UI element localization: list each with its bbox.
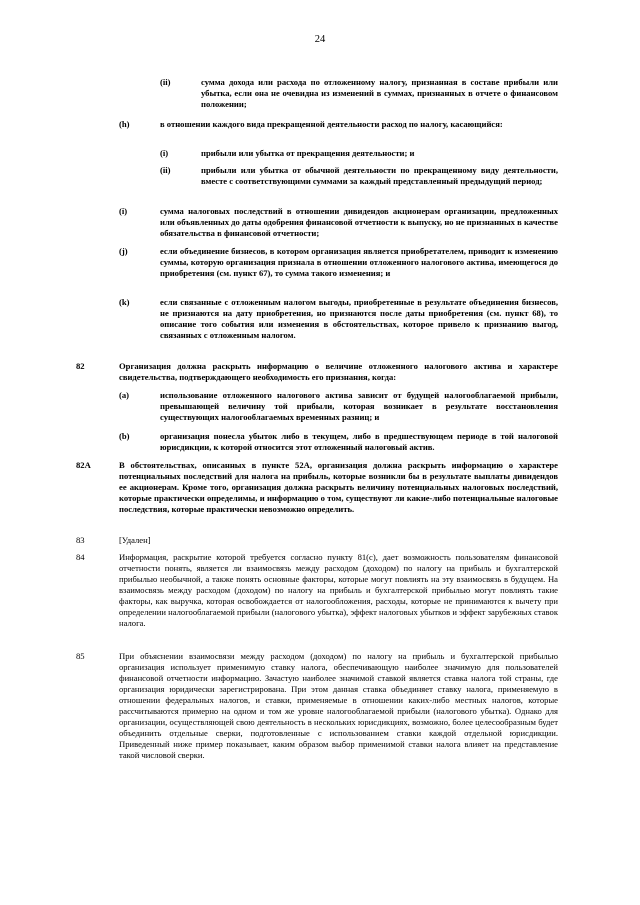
- item-marker: (b): [119, 431, 130, 441]
- paragraph-number: 83: [76, 535, 85, 545]
- paragraph-number: 85: [76, 651, 85, 661]
- item-marker: (ii): [160, 77, 171, 87]
- item-marker: (j): [119, 246, 128, 256]
- list-item-text: если связанные с отложенным налогом выгоды, приобретенные в результате объединения бизнесов, не признаются на дату приобретения, но признаются после даты приобретения (см. пункт 68), то описание того события или изменения в обстоятельствах, которое привело к признанию выгод, связанных с отложенным налогом.: [160, 297, 558, 340]
- item-marker: (i): [160, 148, 169, 158]
- paragraph-number: 84: [76, 552, 85, 562]
- list-item-text: использование отложенного налогового актива зависит от будущей налогооблагаемой прибыли, превышающей величину той прибыли, которая возникает в результате восстановления существующих налогооблагаемых временных разниц; и: [160, 390, 558, 422]
- paragraph-text: [Удален]: [119, 535, 151, 545]
- list-item-text: организация понесла убыток либо в текущем, либо в предшествующем периоде в той налоговой юрисдикции, к которой относится этот отложенный налоговый актив.: [160, 431, 558, 452]
- item-marker: (ii): [160, 165, 171, 175]
- page-number: 24: [314, 34, 326, 45]
- paragraph-text: При объяснении взаимосвязи между расходом (доходом) по налогу на прибыль и бухгалтерской прибылью организация использует применимую ставку налога, обеспечивающую наиболее значимую для пользователей финансовой отчетности информацию. Зачастую наиболее значимой ставкой является ставка налога той страны, где организация юридически зарегистрирована. При этом данная ставка объединяет ставку налога, применяемую в отношении федеральных налогов, и ставки, применяемые в отношении каких-либо местных налогов, которые рассчитываются примерно на одном и том же уровне налогооблагаемой прибыли (налогового убытка). Однако для организации, осуществляющей свою деятельность в нескольких юрисдикциях, возможно, более целесообразным будет объединить отдельные сверки, подготовленные с использованием ставки каждой отдельной юрисдикции. Приведенный ниже пример показывает, каким образом выбор применимой ставки налога влияет на представление такой числовой сверки.: [119, 651, 558, 760]
- paragraph-text: В обстоятельствах, описанных в пункте 52A, организация должна раскрыть информацию о характере потенциальных последствий для налога на прибыль, которые возникли бы в результате выплаты дивидендов ее акционерам. Кроме того, организация должна раскрыть величину потенциальных налоговых последствий, которые практически определимы, и информацию о том, существуют ли какие-либо потенциальные налоговые последствия, которые практически невозможно определить.: [119, 460, 558, 514]
- paragraph-text: Организация должна раскрыть информацию о величине отложенного налогового актива и характере свидетельства, подтверждающего необходимость его признания, когда:: [119, 361, 558, 382]
- list-item-text: сумма дохода или расхода по отложенному налогу, признанная в составе прибыли или убытка, если она не очевидна из изменений в суммах, признанных в отчете о финансовом положении;: [201, 77, 558, 109]
- list-item-text: если объединение бизнесов, в котором организация является приобретателем, приводит к изменению суммы, которую организация признала в отношении отложенного налогового актива, имеющегося до приобретения (см. пункт 67), то сумма такого изменения; и: [160, 246, 558, 278]
- item-marker: (h): [119, 119, 130, 129]
- item-marker: (i): [119, 206, 128, 216]
- item-marker: (a): [119, 390, 130, 400]
- paragraph-text: Информация, раскрытие которой требуется согласно пункту 81(c), дает возможность пользователям финансовой отчетности понять, является ли взаимосвязь между расходом (доходом) по налогу на прибыль и бухгалтерской прибылью необычной, а также понять основные факторы, которые могут повлиять на эту взаимосвязь в будущем. На взаимосвязь между расходом (доходом) по налогу на прибыль и бухгалтерской прибылью могут повлиять такие факторы, как выручка, которая освобождается от налогообложения, расходы, которые не принимаются к вычету при определении налогооблагаемой прибыли (налогового убытка), эффект налоговых убытков и эффект зарубежных ставок налога.: [119, 552, 558, 628]
- list-item-text: в отношении каждого вида прекращенной деятельности расход по налогу, касающийся:: [160, 119, 503, 129]
- item-marker: (k): [119, 297, 130, 307]
- paragraph-number: 82A: [76, 460, 91, 470]
- list-item-text: сумма налоговых последствий в отношении дивидендов акционерам организации, предложенных или объявленных до даты одобрения финансовой отчетности к выпуску, но не признанных в качестве обязательства в финансовой отчетности;: [160, 206, 558, 238]
- paragraph-number: 82: [76, 361, 85, 371]
- list-item-text: прибыли или убытка от обычной деятельности по прекращенному виду деятельности, вместе с соответствующими суммами за каждый представленный предыдущий период;: [201, 165, 558, 186]
- list-item-text: прибыли или убытка от прекращения деятельности; и: [201, 148, 415, 158]
